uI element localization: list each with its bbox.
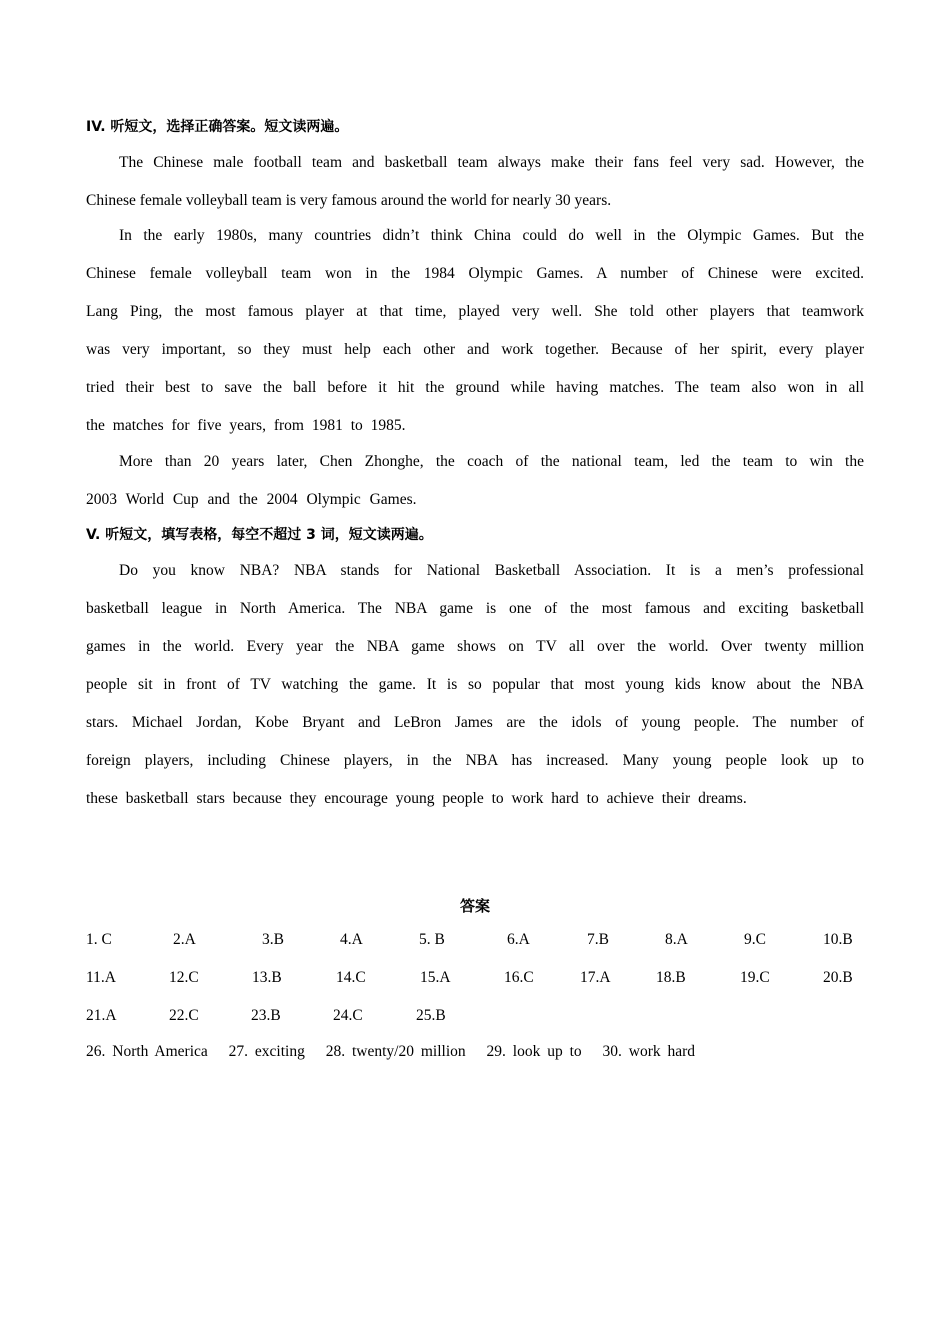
- passage-line: 2003 World Cup and the 2004 Olympic Games.: [86, 491, 417, 508]
- passage-line: the matches for five years, from 1981 to 1985.: [86, 417, 406, 434]
- answer-item: 9.C: [744, 931, 766, 948]
- passage-line: More than 20 years later, Chen Zhonghe, the coach of the national team, led the team to win the: [119, 453, 864, 470]
- passage-line: stars. Michael Jordan, Kobe Bryant and LeBron James are the idols of young people. The number of: [86, 714, 864, 731]
- answer-item: 22.C: [169, 1007, 199, 1024]
- passage-line: In the early 1980s, many countries didn’t think China could do well in the Olympic Games. But the: [119, 227, 864, 244]
- passage-line: foreign players, including Chinese players, in the NBA has increased. Many young people look up to: [86, 752, 864, 769]
- fill-answer-item: 27. exciting: [228, 1043, 305, 1060]
- answer-key-title: 答案: [459, 897, 490, 915]
- answer-item: 8.A: [665, 931, 688, 948]
- answer-item: 25.B: [416, 1007, 446, 1024]
- passage-line: The Chinese male football team and basketball team always make their fans feel very sad. However, the: [119, 154, 864, 171]
- passage-line: was very important, so they must help each other and work together. Because of her spirit, every player: [86, 341, 864, 358]
- answer-item: 11.A: [86, 969, 116, 986]
- passage-line: Lang Ping, the most famous player at that time, played very well. She told other players that teamwork: [86, 303, 864, 320]
- answer-item: 24.C: [333, 1007, 363, 1024]
- passage-line: games in the world. Every year the NBA game shows on TV all over the world. Over twenty million: [86, 638, 864, 655]
- fill-answer-item: 28. twenty/20 million: [325, 1043, 466, 1060]
- section-4-heading: IV. 听短文，选择正确答案。短文读两遍。: [86, 119, 349, 135]
- answer-item: 3.B: [262, 931, 284, 948]
- answer-item: 5. B: [419, 931, 445, 948]
- fill-answer-item: 26. North America: [86, 1043, 208, 1060]
- passage-line: Chinese female volleyball team won in the 1984 Olympic Games. A number of Chinese were excited.: [86, 265, 864, 282]
- fill-answer-item: 29. look up to: [486, 1043, 582, 1060]
- passage-line: Do you know NBA? NBA stands for National Basketball Association. It is a men’s professional: [119, 562, 864, 579]
- passage-line: Chinese female volleyball team is very famous around the world for nearly 30 years.: [86, 192, 612, 209]
- answer-item: 18.B: [656, 969, 686, 986]
- answer-item: 14.C: [336, 969, 366, 986]
- answer-item: 10.B: [823, 931, 853, 948]
- answer-item: 16.C: [504, 969, 534, 986]
- answer-item: 19.C: [740, 969, 770, 986]
- passage-line: tried their best to save the ball before it hit the ground while having matches. The team also won in all: [86, 379, 864, 396]
- answer-item: 23.B: [251, 1007, 281, 1024]
- fill-answer-item: 30. work hard: [602, 1043, 696, 1060]
- answer-item: 21.A: [86, 1007, 117, 1024]
- section-5-heading: V. 听短文，填写表格，每空不超过 3 词，短文读两遍。: [86, 527, 433, 543]
- answer-item: 13.B: [252, 969, 282, 986]
- passage-line: people sit in front of TV watching the game. It is so popular that most young kids know about the NBA: [86, 676, 864, 693]
- answer-item: 7.B: [587, 931, 609, 948]
- answer-item: 4.A: [340, 931, 363, 948]
- passage-line: these basketball stars because they encourage young people to work hard to achieve their dreams.: [86, 790, 747, 807]
- answer-item: 2.A: [173, 931, 196, 948]
- answer-item: 20.B: [823, 969, 853, 986]
- passage-line: basketball league in North America. The NBA game is one of the most famous and exciting basketball: [86, 600, 864, 617]
- answer-item: 17.A: [580, 969, 611, 986]
- answer-item: 15.A: [420, 969, 451, 986]
- answer-item: 6.A: [507, 931, 530, 948]
- answer-item: 1. C: [86, 931, 112, 948]
- fill-in-answers: [86, 1041, 695, 1063]
- answer-item: 12.C: [169, 969, 199, 986]
